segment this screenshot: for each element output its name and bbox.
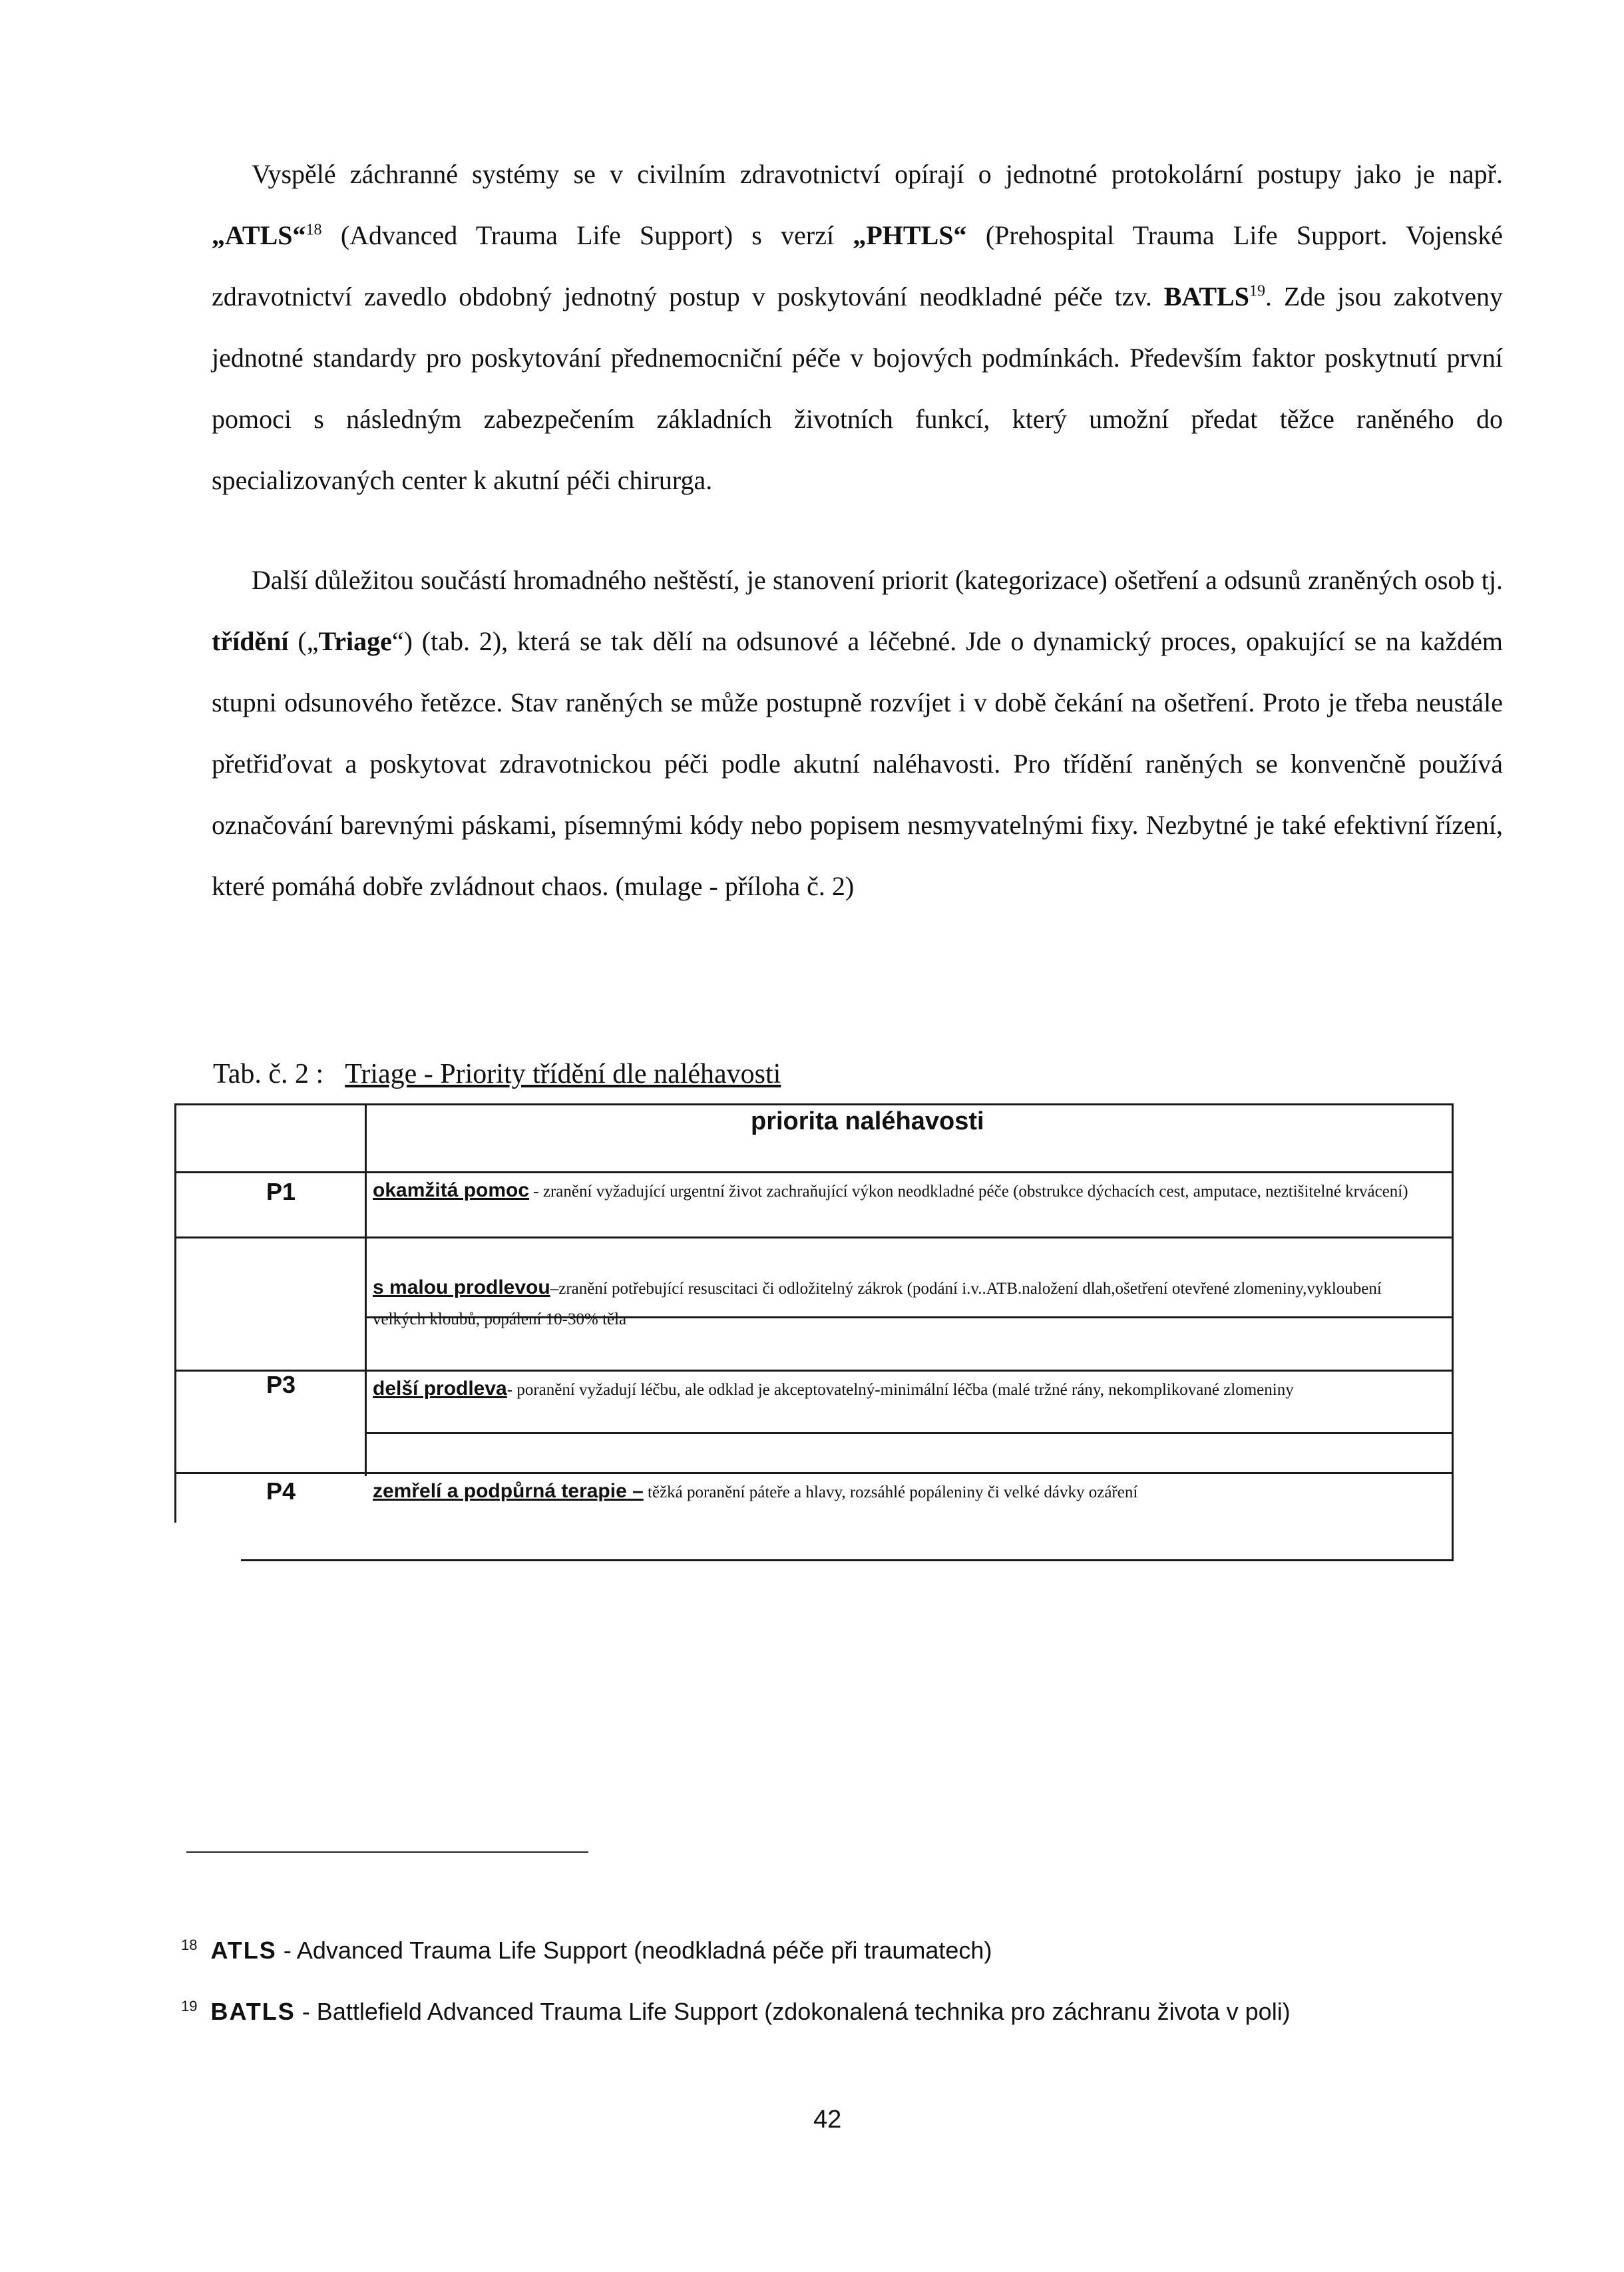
paragraph-1-text	[212, 144, 1503, 511]
phtls-term: „PHTLS“	[853, 220, 967, 250]
atls-term: „ATLS“	[212, 220, 306, 250]
page-number: 42	[813, 2106, 842, 2134]
trideni-term: třídění	[212, 626, 289, 656]
paragraph-2	[212, 550, 1503, 917]
table-header: priorita naléhavosti	[751, 1107, 984, 1135]
footnote-text: - Advanced Trauma Life Support (neodkladná péče při traumatech)	[276, 1937, 992, 1964]
triage-term: Triage	[318, 626, 392, 656]
priority-desc: - poranění vyžadují léčbu, ale odklad je akceptovatelný-minimální léčba (malé tržné rány, nekomplikované zlomeniny	[507, 1381, 1294, 1399]
priority-key: s malou prodlevou	[373, 1276, 550, 1298]
footnote-19	[181, 1998, 1291, 2026]
priority-key: zemřelí a podpůrná terapie –	[373, 1480, 644, 1502]
table-line	[365, 1432, 1454, 1434]
footnote-abbr: ATLS	[210, 1937, 277, 1964]
footnote-number: 18	[181, 1937, 198, 1953]
table-row	[373, 1175, 1438, 1207]
batls-term: BATLS	[1163, 282, 1249, 311]
table-row	[373, 1476, 1438, 1508]
table-caption-label: Tab. č. 2 :	[213, 1059, 324, 1089]
row-label-p4: P4	[266, 1477, 296, 1505]
table-caption	[213, 1058, 781, 1090]
paragraph-1	[212, 144, 1503, 511]
table-row	[373, 1374, 1438, 1406]
footnote-ref-19[interactable]: 19	[1249, 282, 1265, 300]
p1-text-2: (Advanced Trauma Life Support) s verzí	[321, 220, 853, 250]
footnote-abbr: BATLS	[210, 1998, 296, 2025]
priority-desc: - zranění vyžadující urgentní život zachraňující výkon neodkladné péče (obstrukce dýchacích cest, amputace, neztišitelné krvácení)	[529, 1183, 1408, 1201]
p1-text-3: (Prehospital Trauma Life Support. Vojenské zdravotnictví zavedlo obdobný jednotný postup v poskytování neodkladné péče tzv.	[212, 220, 1503, 311]
row-label-p3: P3	[266, 1371, 296, 1398]
footnote-separator	[186, 1851, 588, 1853]
footnote-18	[181, 1937, 992, 1965]
footnote-number: 19	[181, 1998, 198, 2014]
footnote-text: - Battlefield Advanced Trauma Life Support (zdokonalená technika pro záchranu života v poli)	[295, 1998, 1291, 2025]
priority-key: okamžitá pomoc	[373, 1179, 530, 1201]
p2-text-1: Další důležitou součástí hromadného neštěstí, je stanovení priorit (kategorizace) ošetření a odsunů zraněných osob tj.	[252, 565, 1503, 595]
table-col-divider	[365, 1103, 367, 1476]
priority-desc: –zranění potřebující resuscitaci či odložitelný zákrok (podání i.v..ATB.naložení dlah,ošetření otevřené zlomeniny,vykloubení velkých kloubů, popálení 10-30% těla	[373, 1280, 1382, 1328]
footnote-ref-18[interactable]: 18	[305, 221, 322, 239]
p2-text-2: („	[288, 626, 319, 656]
p2-text-3: “) (tab. 2), která se tak dělí na odsunové a léčebné. Jde o dynamický proces, opakující se na každém stupni odsunového řetězce. Stav raněných se může postupně rozvíjet i v době čekání na ošetření. Proto je třeba neustále přetřiďovat a poskytovat zdravotnickou péči podle akutní naléhavosti. Pro třídění raněných se konvenčně používá označování barevnými páskami, písemnými kódy nebo popisem nesmyvatelnými fixy. Nezbytné je také efektivní řízení, které pomáhá dobře zvládnout chaos. (mulage - příloha č. 2)	[212, 626, 1503, 901]
table-right-border	[1452, 1103, 1454, 1561]
table-left-border	[174, 1103, 176, 1523]
paragraph-2-text	[212, 550, 1503, 917]
table-row	[373, 1272, 1438, 1335]
priority-desc: těžká poranění páteře a hlavy, rozsáhlé popáleniny či velké dávky ozáření	[643, 1483, 1138, 1501]
table-caption-title: Triage - Priority třídění dle naléhavosti	[345, 1059, 781, 1089]
priority-key: delší prodleva	[373, 1378, 507, 1400]
p1-text-4: . Zde jsou zakotveny jednotné standardy pro poskytování přednemocniční péče v bojových podmínkách. Především faktor poskytnutí první pomoci s následným zabezpečením základních životních funkcí, který umožní předat těžce raněného do specializovaných center k akutní péči chirurga.	[212, 282, 1503, 495]
row-label-p1: P1	[266, 1178, 296, 1205]
p1-text-1: Vyspělé záchranné systémy se v civilním zdravotnictví opírají o jednotné protokolární postupy jako je např.	[252, 159, 1503, 189]
table-bottom-line	[241, 1559, 1454, 1561]
